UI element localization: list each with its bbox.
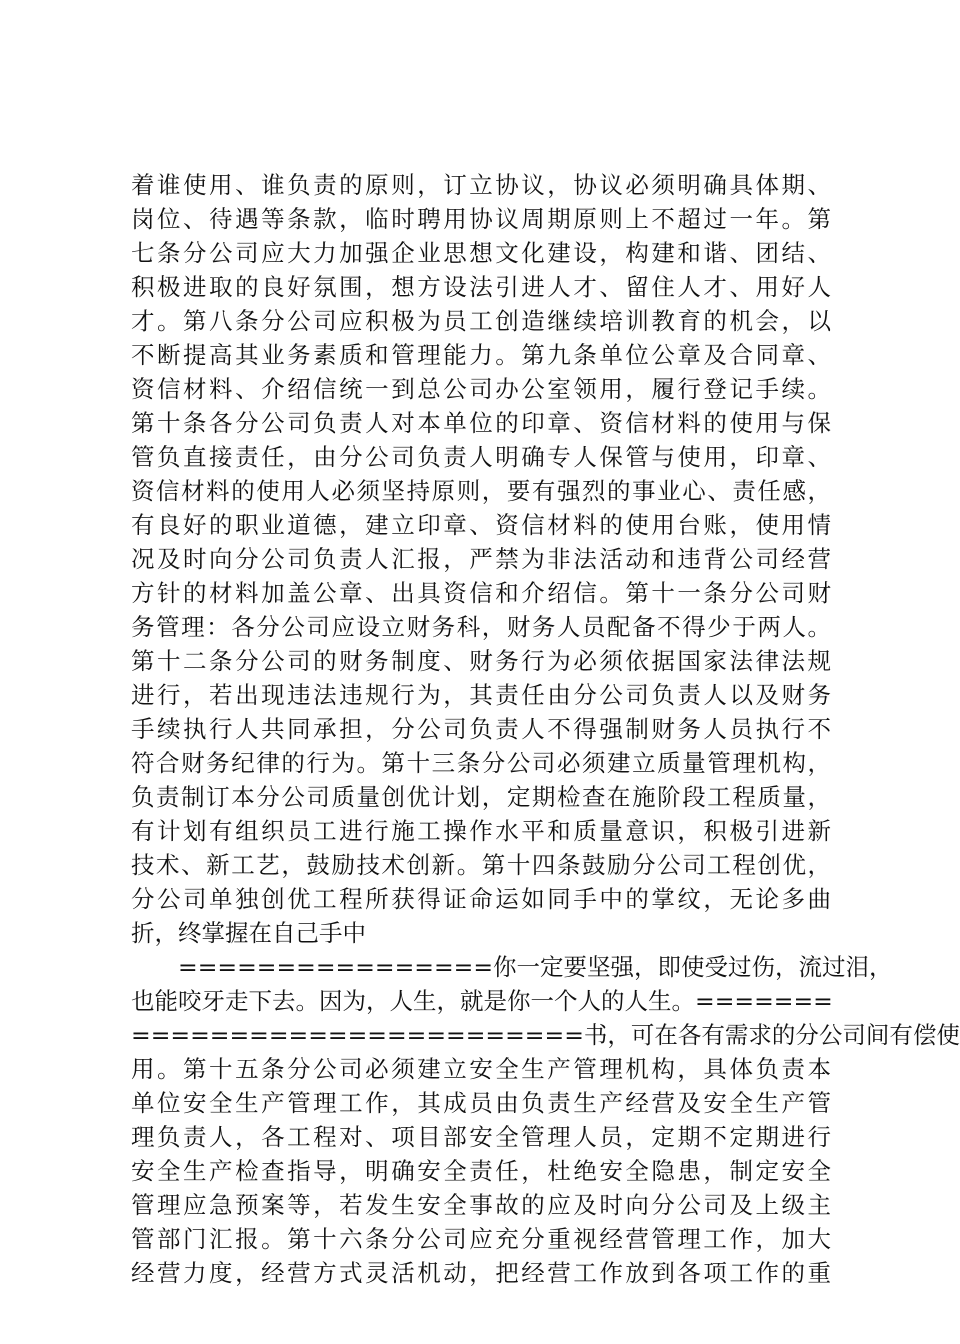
text-line: 资信材料的使用人必须坚持原则，要有强烈的事业心、责任感，	[131, 477, 831, 505]
text-line: 安全生产检查指导，明确安全责任，杜绝安全隐患，制定安全	[131, 1157, 831, 1185]
text-line: 务管理：各分公司应设立财务科，财务人员配备不得少于两人。	[131, 613, 831, 641]
text-line: ================你一定要坚强，即使受过伤，流过泪，	[178, 953, 893, 981]
text-line: 第十二条分公司的财务制度、财务行为必须依据国家法律法规	[131, 647, 831, 675]
text-line: 用。第十五条分公司必须建立安全生产管理机构，具体负责本	[131, 1055, 831, 1083]
text-line: 有良好的职业道德，建立印章、资信材料的使用台账，使用情	[131, 511, 831, 539]
text-line: 积极进取的良好氛围，想方设法引进人才、留住人才、用好人	[131, 273, 831, 301]
text-line: 资信材料、介绍信统一到总公司办公室领用，履行登记手续。	[131, 375, 831, 403]
text-line: 七条分公司应大力加强企业思想文化建设，构建和谐、团结、	[131, 239, 831, 267]
text-line: 分公司单独创优工程所获得证命运如同手中的掌纹，无论多曲	[131, 885, 831, 913]
text-line: 管理应急预案等，若发生安全事故的应及时向分公司及上级主	[131, 1191, 831, 1219]
text-line: 不断提高其业务素质和管理能力。第九条单位公章及合同章、	[131, 341, 831, 369]
text-line: 管部门汇报。第十六条分公司应充分重视经营管理工作，加大	[131, 1225, 831, 1253]
text-line: 管负直接责任，由分公司负责人明确专人保管与使用，印章、	[131, 443, 831, 471]
text-line: 技术、新工艺，鼓励技术创新。第十四条鼓励分公司工程创优，	[131, 851, 831, 879]
text-line: 才。第八条分公司应积极为员工创造继续培训教育的机会，以	[131, 307, 831, 335]
text-line: 手续执行人共同承担，分公司负责人不得强制财务人员执行不	[131, 715, 831, 743]
text-line: 符合财务纪律的行为。第十三条分公司必须建立质量管理机构，	[131, 749, 831, 777]
text-line: 折，终掌握在自己手中	[131, 919, 366, 947]
text-line: 第十条各分公司负责人对本单位的印章、资信材料的使用与保	[131, 409, 831, 437]
text-line: 岗位、待遇等条款，临时聘用协议周期原则上不超过一年。第	[131, 205, 831, 233]
text-line: 单位安全生产管理工作，其成员由负责生产经营及安全生产管	[131, 1089, 831, 1117]
text-line: 进行，若出现违法违规行为，其责任由分公司负责人以及财务	[131, 681, 831, 709]
text-line: 有计划有组织员工进行施工操作水平和质量意识，积极引进新	[131, 817, 831, 845]
text-line: 负责制订本分公司质量创优计划，定期检查在施阶段工程质量，	[131, 783, 831, 811]
text-line: 况及时向分公司负责人汇报，严禁为非法活动和违背公司经营	[131, 545, 831, 573]
text-line: 经营力度，经营方式灵活机动，把经营工作放到各项工作的重	[131, 1259, 831, 1287]
text-line: =======================书，可在各有需求的分公司间有偿使	[131, 1021, 960, 1049]
text-line: 方针的材料加盖公章、出具资信和介绍信。第十一条分公司财	[131, 579, 831, 607]
text-line: 理负责人，各工程对、项目部安全管理人员，定期不定期进行	[131, 1123, 831, 1151]
text-line: 着谁使用、谁负责的原则，订立协议，协议必须明确具体期、	[131, 171, 831, 199]
text-line: 也能咬牙走下去。因为，人生，就是你一个人的人生。=======	[131, 987, 833, 1015]
